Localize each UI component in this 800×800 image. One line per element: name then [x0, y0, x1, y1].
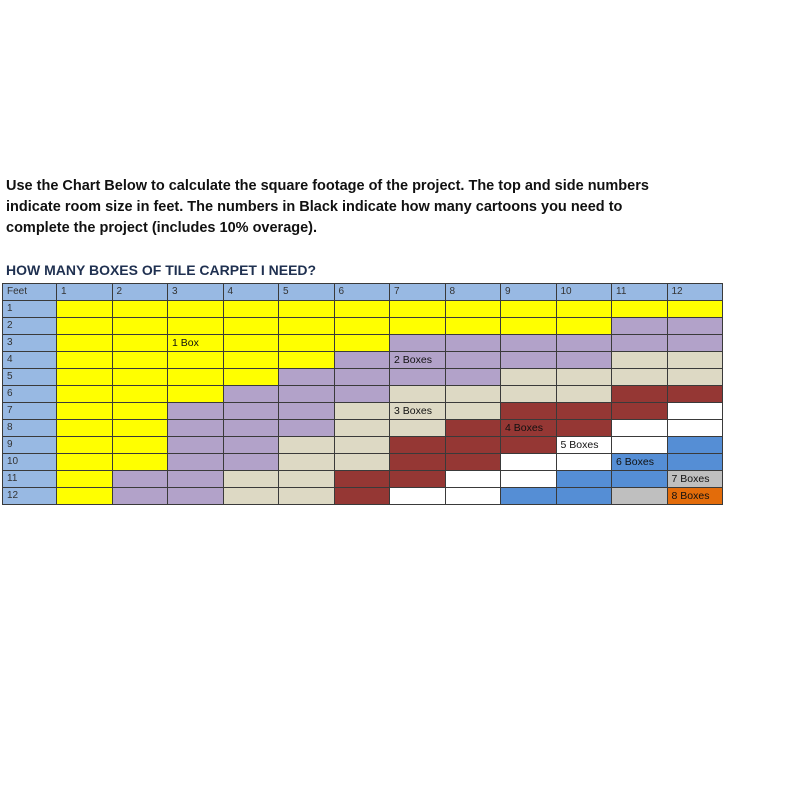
box-count-label: 7 Boxes [667, 471, 723, 488]
grid-cell [279, 352, 335, 369]
grid-cell [445, 386, 501, 403]
grid-cell [667, 386, 723, 403]
grid-cell [501, 488, 557, 505]
grid-cell [501, 318, 557, 335]
grid-cell [334, 420, 390, 437]
grid-cell [334, 318, 390, 335]
column-header: 8 [445, 284, 501, 301]
grid-cell [556, 318, 612, 335]
column-header: 7 [390, 284, 446, 301]
grid-cell [57, 420, 113, 437]
grid-cell [279, 386, 335, 403]
grid-cell [556, 471, 612, 488]
grid-cell [556, 301, 612, 318]
grid-cell [223, 437, 279, 454]
grid-cell [556, 352, 612, 369]
grid-cell [556, 488, 612, 505]
column-header: 2 [112, 284, 168, 301]
instructions-line-2: indicate room size in feet. The numbers in Black indicate how many cartoons you need to [6, 199, 623, 215]
grid-cell [57, 335, 113, 352]
grid-cell [112, 335, 168, 352]
grid-cell [112, 471, 168, 488]
grid-cell [667, 454, 723, 471]
grid-cell [168, 437, 224, 454]
grid-cell [612, 471, 668, 488]
table-row [3, 403, 723, 420]
grid-cell [334, 437, 390, 454]
grid-cell [612, 369, 668, 386]
column-header: 6 [334, 284, 390, 301]
grid-cell [390, 420, 446, 437]
table-row [3, 420, 723, 437]
instructions-text [6, 176, 786, 239]
grid-cell [612, 386, 668, 403]
grid-cell [445, 488, 501, 505]
grid-cell [501, 301, 557, 318]
grid-cell [223, 335, 279, 352]
column-header: 5 [279, 284, 335, 301]
column-header: 10 [556, 284, 612, 301]
column-header: 11 [612, 284, 668, 301]
grid-cell [168, 386, 224, 403]
chart-title: HOW MANY BOXES OF TILE CARPET I NEED? [6, 262, 317, 278]
grid-cell [57, 386, 113, 403]
grid-cell [556, 386, 612, 403]
table-row [3, 437, 723, 454]
box-count-label: 1 Box [168, 335, 224, 352]
corner-header: Feet [3, 284, 57, 301]
table-row [3, 301, 723, 318]
grid-cell [168, 318, 224, 335]
grid-cell [279, 488, 335, 505]
grid-cell [279, 369, 335, 386]
instructions-line-1: Use the Chart Below to calculate the square footage of the project. The top and side numbers [6, 178, 649, 194]
grid-cell [279, 335, 335, 352]
row-header: 11 [3, 471, 57, 488]
grid-cell [57, 369, 113, 386]
grid-cell [501, 352, 557, 369]
grid-cell [223, 420, 279, 437]
grid-cell [112, 403, 168, 420]
grid-cell [667, 335, 723, 352]
grid-cell [279, 420, 335, 437]
grid-cell [445, 352, 501, 369]
grid-cell [112, 352, 168, 369]
box-count-label: 6 Boxes [612, 454, 668, 471]
grid-cell [223, 488, 279, 505]
row-header: 6 [3, 386, 57, 403]
grid-cell [57, 437, 113, 454]
row-header: 3 [3, 335, 57, 352]
grid-cell [556, 335, 612, 352]
grid-cell [612, 403, 668, 420]
grid-cell [556, 369, 612, 386]
grid-cell [612, 352, 668, 369]
grid-cell [57, 352, 113, 369]
grid-cell [168, 369, 224, 386]
grid-cell [445, 301, 501, 318]
instructions-line-3: complete the project (includes 10% overage). [6, 220, 318, 236]
grid-cell [445, 318, 501, 335]
grid-cell [168, 301, 224, 318]
row-header: 7 [3, 403, 57, 420]
grid-cell [334, 369, 390, 386]
grid-cell [334, 488, 390, 505]
grid-cell [334, 454, 390, 471]
grid-cell [501, 471, 557, 488]
grid-cell [223, 471, 279, 488]
grid-cell [168, 352, 224, 369]
grid-cell [334, 352, 390, 369]
grid-cell [168, 471, 224, 488]
grid-cell [390, 301, 446, 318]
grid-cell [279, 471, 335, 488]
header-row [3, 284, 723, 301]
grid-cell [667, 352, 723, 369]
grid-cell [556, 420, 612, 437]
table-row [3, 454, 723, 471]
grid-cell [612, 335, 668, 352]
grid-cell [112, 386, 168, 403]
grid-cell [279, 437, 335, 454]
grid-cell [445, 369, 501, 386]
grid-cell [334, 471, 390, 488]
grid-cell [112, 301, 168, 318]
box-count-label: 2 Boxes [390, 352, 446, 369]
row-header: 8 [3, 420, 57, 437]
grid-cell [445, 335, 501, 352]
grid-cell [390, 335, 446, 352]
grid-cell [57, 318, 113, 335]
grid-cell [223, 369, 279, 386]
row-header: 5 [3, 369, 57, 386]
grid-cell [612, 301, 668, 318]
grid-cell [445, 437, 501, 454]
table-row [3, 369, 723, 386]
column-header: 4 [223, 284, 279, 301]
grid-cell [390, 386, 446, 403]
grid-cell [556, 454, 612, 471]
grid-cell [390, 437, 446, 454]
column-header: 1 [57, 284, 113, 301]
grid-cell [501, 403, 557, 420]
grid-cell [223, 318, 279, 335]
grid-cell [112, 454, 168, 471]
grid-cell [667, 403, 723, 420]
box-count-label: 4 Boxes [501, 420, 557, 437]
grid-cell [390, 488, 446, 505]
grid-cell [279, 318, 335, 335]
grid-cell [501, 437, 557, 454]
grid-cell [279, 454, 335, 471]
grid-cell [612, 488, 668, 505]
grid-cell [612, 318, 668, 335]
grid-cell [667, 301, 723, 318]
grid-cell [612, 437, 668, 454]
grid-cell [57, 301, 113, 318]
grid-cell [501, 369, 557, 386]
grid-cell [112, 420, 168, 437]
grid-cell [168, 454, 224, 471]
grid-cell [168, 488, 224, 505]
box-count-label: 3 Boxes [390, 403, 446, 420]
grid-cell [667, 369, 723, 386]
grid-cell [501, 335, 557, 352]
grid-cell [112, 437, 168, 454]
grid-cell [168, 420, 224, 437]
grid-cell [445, 471, 501, 488]
grid-cell [612, 420, 668, 437]
column-header: 9 [501, 284, 557, 301]
grid-cell [223, 403, 279, 420]
row-header: 12 [3, 488, 57, 505]
table-row [3, 335, 723, 352]
row-header: 4 [3, 352, 57, 369]
grid-cell [112, 318, 168, 335]
grid-cell [667, 318, 723, 335]
grid-cell [445, 420, 501, 437]
grid-cell [279, 301, 335, 318]
grid-cell [279, 403, 335, 420]
box-chart-table [2, 283, 723, 505]
grid-cell [390, 471, 446, 488]
row-header: 2 [3, 318, 57, 335]
grid-cell [57, 403, 113, 420]
grid-cell [334, 301, 390, 318]
grid-cell [667, 420, 723, 437]
grid-cell [501, 386, 557, 403]
grid-cell [390, 454, 446, 471]
grid-cell [667, 437, 723, 454]
grid-cell [334, 335, 390, 352]
grid-cell [501, 454, 557, 471]
row-header: 9 [3, 437, 57, 454]
grid-cell [390, 369, 446, 386]
box-count-label: 5 Boxes [556, 437, 612, 454]
grid-cell [334, 386, 390, 403]
grid-cell [223, 301, 279, 318]
grid-cell [112, 369, 168, 386]
grid-cell [112, 488, 168, 505]
grid-cell [57, 454, 113, 471]
grid-cell [223, 352, 279, 369]
grid-cell [334, 403, 390, 420]
column-header: 12 [667, 284, 723, 301]
grid-cell [57, 488, 113, 505]
row-header: 10 [3, 454, 57, 471]
grid-cell [168, 403, 224, 420]
table-row [3, 471, 723, 488]
table-row [3, 386, 723, 403]
grid-cell [390, 318, 446, 335]
grid-cell [223, 386, 279, 403]
grid-cell [223, 454, 279, 471]
grid-cell [556, 403, 612, 420]
row-header: 1 [3, 301, 57, 318]
table-row [3, 488, 723, 505]
grid-cell [57, 471, 113, 488]
table-row [3, 318, 723, 335]
grid-cell [445, 454, 501, 471]
table-row [3, 352, 723, 369]
grid-cell [445, 403, 501, 420]
column-header: 3 [168, 284, 224, 301]
box-count-label: 8 Boxes [667, 488, 723, 505]
